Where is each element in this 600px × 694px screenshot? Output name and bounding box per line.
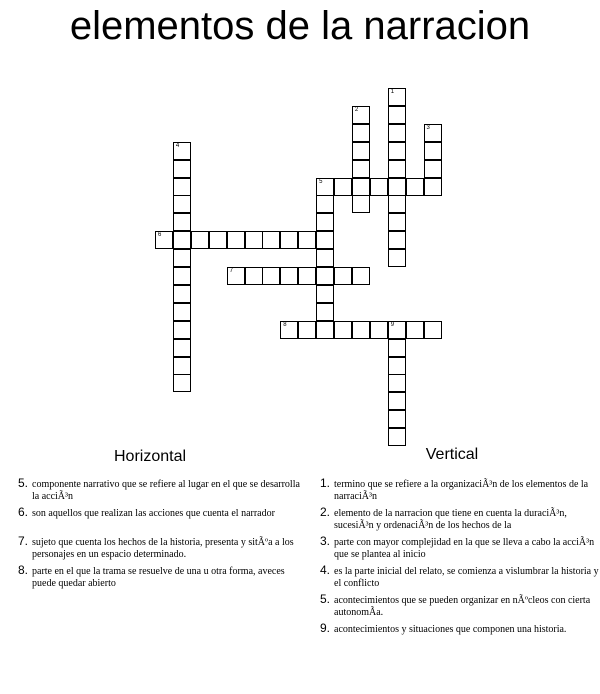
grid-cell[interactable] — [424, 124, 442, 142]
grid-cell[interactable] — [280, 231, 298, 249]
grid-cell[interactable] — [388, 428, 406, 446]
grid-cell[interactable] — [388, 321, 406, 339]
grid-cell[interactable] — [298, 321, 316, 339]
grid-cell[interactable] — [388, 88, 406, 106]
clue-text: elemento de la narracion que tiene en cuenta la duraciÃ³n, sucesiÃ³n y ordenaciÃ³n de los hechos de la — [334, 508, 567, 531]
grid-cell[interactable] — [155, 231, 173, 249]
grid-cell[interactable] — [173, 267, 191, 285]
cell-number: 1 — [390, 89, 395, 95]
grid-cell[interactable] — [227, 231, 245, 249]
grid-cell[interactable] — [388, 357, 406, 375]
grid-cell[interactable] — [406, 178, 424, 196]
grid-cell[interactable] — [316, 178, 334, 196]
grid-cell[interactable] — [334, 178, 352, 196]
grid-cell[interactable] — [316, 321, 334, 339]
cell-number: 4 — [175, 142, 180, 149]
grid-cell[interactable] — [352, 178, 370, 196]
clue-number: 7. — [18, 534, 29, 548]
grid-cell[interactable] — [173, 160, 191, 178]
grid-cell[interactable] — [424, 321, 442, 339]
grid-cell[interactable] — [388, 178, 406, 196]
grid-cell[interactable] — [173, 357, 191, 375]
grid-cell[interactable] — [352, 124, 370, 142]
clue-number: 6. — [18, 505, 29, 519]
grid-cell[interactable] — [316, 231, 334, 249]
clue-text: son aquellos que realizan las acciones que cuenta el narrador — [32, 508, 275, 519]
grid-cell[interactable] — [352, 106, 370, 124]
grid-cell[interactable] — [227, 267, 245, 285]
grid-cell[interactable] — [173, 303, 191, 321]
grid-cell[interactable] — [316, 195, 334, 213]
clue-number: 8. — [18, 563, 29, 577]
grid-cell[interactable] — [424, 142, 442, 160]
grid-cell[interactable] — [424, 160, 442, 178]
clue-number: 5. — [320, 592, 331, 606]
grid-cell[interactable] — [191, 231, 209, 249]
clue-text: acontecimientos que se pueden organizar en nÃºcleos con cierta autonomÃa. — [334, 595, 591, 618]
grid-cell[interactable] — [424, 178, 442, 196]
clue-number: 5. — [18, 476, 29, 490]
grid-cell[interactable] — [388, 160, 406, 178]
grid-cell[interactable] — [388, 106, 406, 124]
grid-cell[interactable] — [388, 195, 406, 213]
cell-number: 5 — [319, 178, 323, 185]
grid-cell[interactable] — [370, 178, 388, 196]
clue-number: 9. — [320, 621, 331, 635]
cell-number: 7 — [229, 268, 233, 274]
clue-text: parte con mayor complejidad en la que se lleva a cabo la acciÃ³n que se plantea al inicio — [334, 537, 595, 560]
grid-cell[interactable] — [316, 303, 334, 321]
grid-cell[interactable] — [245, 231, 263, 249]
grid-cell[interactable] — [352, 267, 370, 285]
cell-number: 3 — [426, 124, 430, 131]
grid-cell[interactable] — [334, 267, 352, 285]
grid-cell[interactable] — [406, 321, 424, 339]
clue-number: 1. — [320, 476, 331, 490]
grid-cell[interactable] — [173, 285, 191, 303]
grid-cell[interactable] — [352, 142, 370, 160]
cell-number: 9 — [390, 321, 395, 328]
grid-cell[interactable] — [388, 142, 406, 160]
grid-cell[interactable] — [388, 213, 406, 231]
grid-cell[interactable] — [173, 178, 191, 196]
puzzle-title: elementos de la narracion — [69, 4, 531, 48]
clue-text: componente narrativo que se refiere al lugar en el que se desarrolla la acciÃ³n — [32, 479, 300, 502]
grid-cell[interactable] — [173, 195, 191, 213]
clue-number: 3. — [320, 534, 331, 548]
grid-cell[interactable] — [370, 321, 388, 339]
grid-cell[interactable] — [388, 231, 406, 249]
grid-cell[interactable] — [352, 195, 370, 213]
grid-cell[interactable] — [316, 213, 334, 231]
grid-cell[interactable] — [173, 213, 191, 231]
grid-cell[interactable] — [316, 285, 334, 303]
grid-cell[interactable] — [262, 267, 280, 285]
clue-text: acontecimientos y situaciones que componen una historia. — [334, 624, 567, 635]
grid-cell[interactable] — [316, 249, 334, 267]
grid-cell[interactable] — [173, 339, 191, 357]
grid-cell[interactable] — [316, 267, 334, 285]
grid-cell[interactable] — [262, 231, 280, 249]
grid-cell[interactable] — [388, 374, 406, 392]
grid-cell[interactable] — [388, 124, 406, 142]
grid-cell[interactable] — [388, 339, 406, 357]
grid-cell[interactable] — [173, 231, 191, 249]
clue-number: 2. — [320, 505, 331, 519]
grid-cell[interactable] — [173, 321, 191, 339]
grid-cell[interactable] — [388, 392, 406, 410]
down-heading: Vertical — [425, 446, 479, 463]
grid-cell[interactable] — [280, 267, 298, 285]
grid-cell[interactable] — [298, 231, 316, 249]
grid-cell[interactable] — [298, 267, 316, 285]
grid-cell[interactable] — [334, 321, 352, 339]
cell-number: 6 — [158, 232, 162, 239]
clue-number: 4. — [320, 563, 331, 577]
across-heading: Horizontal — [113, 448, 187, 465]
clue-text: parte en el que la trama se resuelve de una u otra forma, aveces puede quedar abierto — [32, 566, 285, 589]
grid-cell[interactable] — [173, 374, 191, 392]
grid-cell[interactable] — [245, 267, 263, 285]
clue-text: termino que se refiere a la organizaciÃ³n de los elementos de la narraciÃ³n — [334, 479, 589, 502]
grid-cell[interactable] — [352, 321, 370, 339]
grid-cell[interactable] — [388, 249, 406, 267]
grid-cell[interactable] — [280, 321, 298, 339]
cell-number: 8 — [283, 321, 287, 328]
grid-cell[interactable] — [173, 142, 191, 160]
cell-number: 2 — [354, 106, 359, 113]
grid-cell[interactable] — [388, 410, 406, 428]
clue-text: es la parte inicial del relato, se comienza a vislumbrar la historia y el conflicto — [334, 566, 599, 589]
clue-text: sujeto que cuenta los hechos de la historia, presenta y sitÃºa a los personajes en un espacio determinado. — [32, 537, 294, 560]
grid-cell[interactable] — [209, 231, 227, 249]
grid-cell[interactable] — [352, 160, 370, 178]
grid-cell[interactable] — [173, 249, 191, 267]
